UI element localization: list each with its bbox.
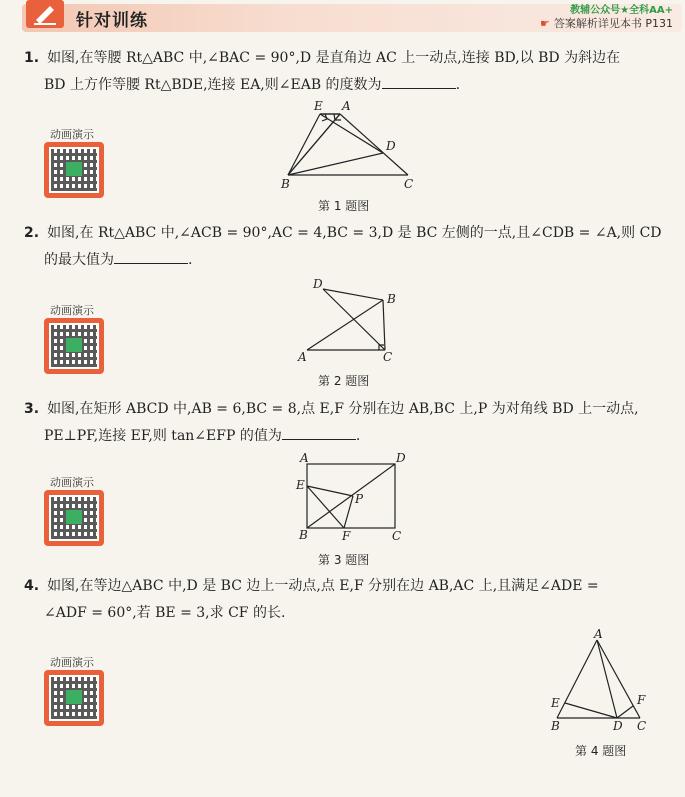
qr-label: 动画演示: [50, 304, 94, 317]
label-A: A: [300, 451, 309, 465]
label-A: A: [594, 628, 603, 641]
label-E: E: [314, 100, 323, 113]
problem-3: 3. 如图,在矩形 ABCD 中,AB = 6,BC = 8,点 E,F 分别在边 AB,BC 上,P 为对角线 BD 上一动点, PE⊥PF,连接 EF,则 tan∠EFP 的值为 .: [24, 401, 639, 444]
figure-caption: 第 1 题图: [318, 199, 370, 213]
label-B: B: [281, 177, 290, 191]
answer-blank[interactable]: [114, 249, 188, 264]
qr-label: 动画演示: [50, 128, 94, 141]
pointing-hand-icon: ☛: [540, 17, 550, 30]
answer-reference: ☛ 答案解析详见本书 P131: [540, 17, 673, 30]
problem-text: 如图,在矩形 ABCD 中,AB = 6,BC = 8,点 E,F 分别在边 AB,BC 上,P 为对角线 BD 上一动点,: [47, 401, 639, 417]
animation-qr-card[interactable]: [44, 654, 106, 732]
problem-4: [24, 573, 669, 627]
problem-text: 如图,在等腰 Rt△ABC 中,∠BAC = 90°,D 是直角边 AC 上一动点,连接 BD,以 BD 为斜边在: [47, 50, 621, 66]
label-B: B: [299, 528, 308, 542]
label-F: F: [637, 693, 646, 707]
problem-number: 2.: [24, 225, 40, 241]
problem-text: BD 上方作等腰 Rt△BDE,连接 EA,则∠EAB 的度数为: [44, 77, 382, 93]
label-E: E: [551, 696, 560, 710]
label-A: A: [298, 350, 307, 364]
figure-4: [545, 628, 655, 740]
page-header: [0, 0, 685, 36]
problem-text: 如图,在 Rt△ABC 中,∠ACB = 90°,AC = 4,BC = 3,D 是 BC 左侧的一点,且∠CDB = ∠A,则 CD: [47, 225, 662, 241]
header-watermark: 教辅公众号★全科AA+: [570, 5, 673, 16]
label-D: D: [396, 451, 406, 465]
problem-number: 4.: [24, 578, 40, 594]
label-C: C: [392, 529, 402, 543]
qr-label: 动画演示: [50, 476, 94, 489]
figure-1: [280, 100, 430, 199]
label-C: C: [637, 719, 647, 733]
label-D: D: [313, 277, 323, 291]
label-B: B: [387, 292, 396, 306]
problem-text: 如图,在等边△ABC 中,D 是 BC 边上一动点,点 E,F 分别在边 AB,AC 上,且满足∠ADE =: [47, 578, 599, 594]
animation-qr-card[interactable]: [44, 126, 106, 204]
label-F: F: [342, 529, 351, 543]
animation-qr-card[interactable]: [44, 302, 106, 380]
pen-icon: [26, 0, 64, 28]
qr-label: 动画演示: [50, 656, 94, 669]
answer-blank[interactable]: [382, 74, 456, 89]
problem-text: ∠ADF = 60°,若 BE = 3,求 CF 的长.: [44, 605, 286, 621]
label-E: E: [296, 478, 305, 492]
figure-caption: 第 4 题图: [575, 744, 627, 758]
qr-code[interactable]: [44, 318, 104, 374]
label-C: C: [383, 350, 393, 364]
label-B: B: [551, 719, 560, 733]
label-D: D: [386, 139, 396, 153]
problem-number: 3.: [24, 401, 40, 417]
qr-code[interactable]: [44, 670, 104, 726]
figure-caption: 第 3 题图: [318, 553, 370, 567]
answer-blank[interactable]: [282, 425, 356, 440]
label-C: C: [404, 177, 414, 191]
problem-number: 1.: [24, 50, 40, 66]
problem-1: 1. 如图,在等腰 Rt△ABC 中,∠BAC = 90°,D 是直角边 AC 上一动点,连接 BD,以 BD 为斜边在 BD 上方作等腰 Rt△BDE,连接 EA,则∠EAB 的度数为 .: [24, 50, 621, 93]
label-P: P: [355, 492, 364, 506]
animation-qr-card[interactable]: [44, 474, 106, 552]
label-D: D: [613, 719, 623, 733]
qr-code[interactable]: [44, 142, 104, 198]
section-title: 针对训练: [76, 11, 148, 31]
label-A: A: [342, 100, 351, 113]
figure-2: [295, 275, 410, 369]
qr-code[interactable]: [44, 490, 104, 546]
problem-2: 2. 如图,在 Rt△ABC 中,∠ACB = 90°,AC = 4,BC = 3,D 是 BC 左侧的一点,且∠CDB = ∠A,则 CD 的最大值为 .: [24, 225, 662, 268]
figure-caption: 第 2 题图: [318, 374, 370, 388]
problem-text: 的最大值为: [44, 252, 114, 268]
figure-3: [292, 450, 412, 549]
problem-text: PE⊥PF,连接 EF,则 tan∠EFP 的值为: [44, 428, 282, 444]
